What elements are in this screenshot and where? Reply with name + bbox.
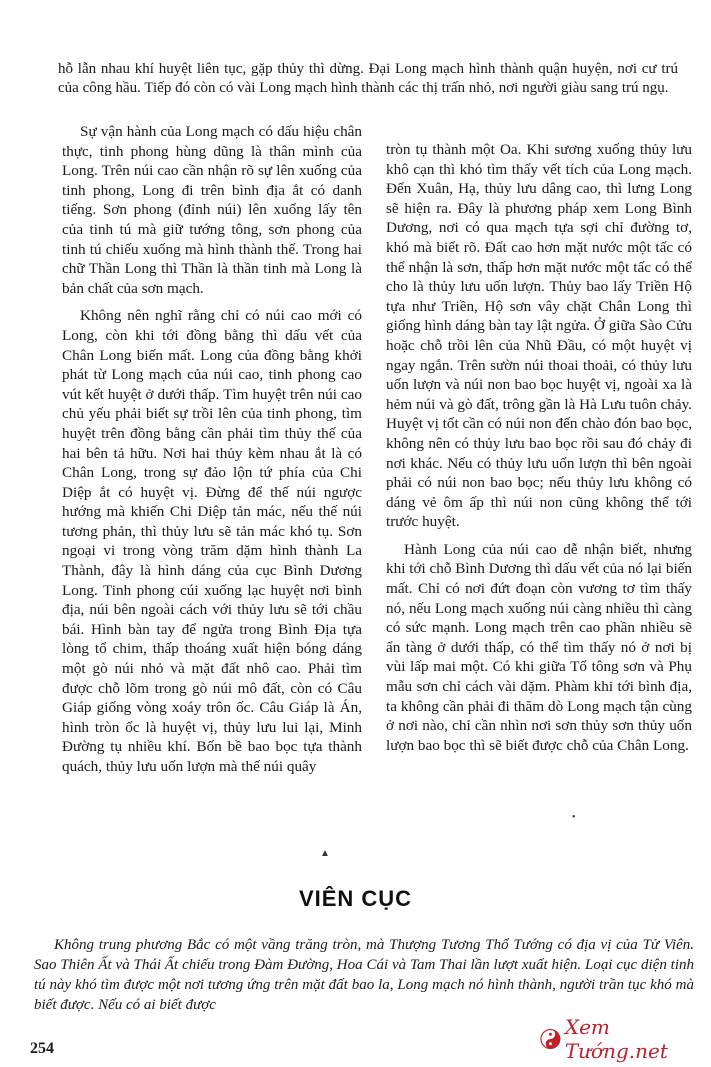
right-paragraph-1: tròn tụ thành một Oa. Khi sương xuống thủy lưu khô cạn thì khó tìm thấy vết tích của Long mạch. Đến Xuân, Hạ, thủy lưu dâng cao, thì lưng Long sẽ hiện ra. Đây là phương pháp xem Long Bình Dương, nơi có qua mạch tựa sợi chỉ đường tơ, khó mà biết rõ. Đất cao hơn mặt nước một tấc có thể nhận là sơn, thấp hơn mặt nước một tấc có thể cho là thủy lưu uốn lượn. Thủy bao lấy Triền Hộ tựa như Triền, Hộ sơn vây chặt Chân Long thì giống hình dáng bàn tay lật ngửa. Ở giữa Sào Cửu hoặc chỗ trồi lên của Nhũ Đầu, có một huyệt vị ngay ngắn. Trên sườn núi thoai thoải, có thủy lưu uốn lượn và núi non bao bọc huyệt vị, ngoài xa là hẻm núi và gò đất, trông gần là Hà Lưu tuôn chảy. Huyệt vị tốt cần có núi non đến chào đón bao bọc, không nên có thủy lưu bao bọc rồi sau đó chảy đi nơi khác. Nếu có thủy lưu uốn lượn thì bên ngoài phải có núi non bao bọc; nếu thủy lưu không có dáng vẻ ôm ấp thì núi non cũng không thể tới trước huyệt. [386, 141, 692, 531]
page-number: 254 [30, 1040, 54, 1057]
watermark-text: Xem Tướng.net [564, 1015, 668, 1063]
left-paragraph-1: Sự vận hành của Long mạch có dấu hiệu chân thực, tinh phong hùng dũng là thân mình của Long. Trên núi cao cần nhận rõ sự lên xuống của tinh phong, Long đi trên bình địa ắt có danh tiếng. Sơn phong (đỉnh núi) lên xuống lấy tên của tinh tú mà giữ tướng tông, sơn phong của tinh tú chiếu xuống mà hình thành thế. Trong hai chữ Thần Long thì Thần là thần tinh mà Long là bản chất của sơn mạch. [62, 123, 362, 297]
right-column [386, 140, 692, 763]
right-paragraph-2: Hành Long của núi cao dễ nhận biết, nhưng khi tới chỗ Bình Dương thì dấu vết của nó lại biến mất. Chỉ có nơi đứt đoạn còn vương tơ tìm thấy nó, nếu Long mạch xuống núi càng nhiều thì càng có sức mạnh. Long mạch trên cao phần nhiều sẽ ẩn tàng ở dưới thấp, có thể tìm thấy nó ở nơi bị vùi lấp mai một. Có khi giữa Tổ tông sơn và Phụ mẫu sơn chỉ cách vài dặm. Phàm khi tới bình địa, ta không cần phải đi thăm dò Long mạch tận cùng ở nơi nào, chỉ cần nhìn nơi sơn thủy sơn thủy uốn lượn bao bọc thì sẽ biết được chỗ của Chân Long. [386, 540, 692, 754]
watermark [540, 1015, 711, 1063]
yin-yang-icon [540, 1028, 561, 1050]
left-paragraph-2: Không nên nghĩ rằng chỉ có núi cao mới có Long, còn khi tới đồng bằng thì dấu vết của Chân Long biến mất. Long của đồng bằng khởi phát từ Long mạch của núi cao, tinh phong cao vút kết huyệt ở dưới thấp. Tìm huyệt trên núi cao chủ yếu phải biết sự trồi lên của tinh phong, tìm huyệt trên đồng bằng cần phải tìm thủy thế của hai bên tả hữu. Nơi hai thủy kèm nhau ắt là có Chân Long, trong sự đảo lộn tứ phía của Chi Diệp ắt có huyệt vị. Đừng để thế núi ngược hướng mà khiến Chi Diệp tản mác, nếu thế núi tương phản, thì thủy lưu sẽ tản mác khó tụ. Sơn ngoại vi trong vòng trăm dặm hình thành La Thành, đây là hình dáng của cục Bình Dương Long. Tinh phong cúi xuống lạc huyệt nơi bình địa, núi bên ngoài cách với thủy lưu sẽ tới chầu bái. Hình bàn tay để ngửa trong Bình Địa tựa lòng tổ chim, thấp thoáng xuất hiện bóng dáng một gò núi nhỏ và mặt đất nhô cao. Phải tìm được chỗ lõm trong gò núi mô đất, còn có Câu Giáp giống vòng xoáy trôn ốc. Câu Giáp là Án, hình tròn ốc là huyệt vị, thủy lưu lui lại, Minh Đường tụ nhiều khí. Bốn bề bao bọc tựa thành quách, thủy lưu uốn lượn mà thế núi quây [62, 307, 362, 775]
stray-mark: • [572, 812, 576, 823]
intro-paragraph: hỗ lẫn nhau khí huyệt liên tục, gặp thủy thì dừng. Đại Long mạch hình thành quận huyện, nơi cư trú của công hầu. Tiếp đó còn có vài Long mạch hình thành các thị trấn nhỏ, nơi người giàu sang trú ngụ. [58, 61, 678, 96]
left-column [62, 122, 362, 785]
section-heading: VIÊN CỤC [298, 886, 413, 911]
bottom-paragraph: Không trung phương Bắc có một vầng trăng tròn, mà Thượng Tương Thổ Tướng có địa vị của Tử Viên. Sao Thiên Ất và Thái Ất chiếu trong Đàm Đường, Hoa Cái và Tam Thai lần lượt xuất hiện. Loại cục diện tinh tú này khó tìm được một nơi tương ứng trên mặt đất bao la, Long mạch nó hình thành, người trần tục khó mà biết được. Nếu có ai biết được [34, 937, 694, 1013]
stray-mark: ▲ [320, 848, 330, 859]
bottom-text [34, 935, 694, 1015]
